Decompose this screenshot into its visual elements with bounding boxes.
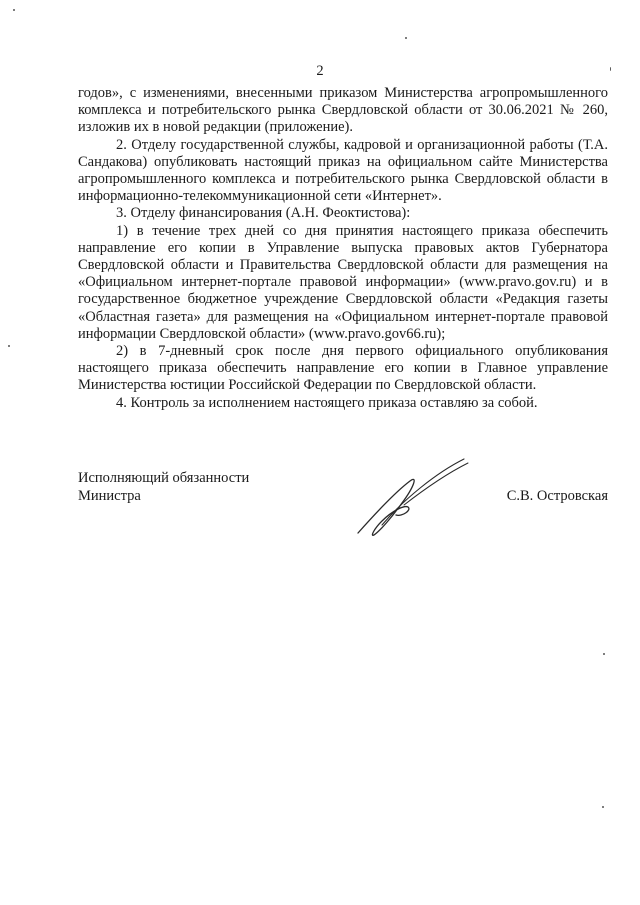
signatory-position-line2: Министра [78, 488, 141, 504]
scan-speck [8, 345, 10, 347]
paragraph-3-item-2: 2) в 7-дневный срок после дня первого официального опубликования настоящего приказа обеспечить направление его копии в Главное управление Министерства юстиции Российской Федерации по Свердловской области. [78, 343, 608, 394]
page-number: 2 [316, 63, 324, 79]
scan-speck [602, 806, 604, 808]
order-body-text [78, 85, 608, 412]
scan-speck [603, 653, 605, 655]
paragraph-4-control: 4. Контроль за исполнением настоящего приказа оставляю за собой. [116, 394, 538, 411]
signatory-position [78, 469, 249, 505]
handwritten-signature [352, 455, 472, 540]
scan-speck [610, 67, 611, 71]
paragraph-3-finance-department: 3. Отделу финансирования (А.Н. Феоктистова): [116, 205, 411, 222]
paragraph-2-hr-department: 2. Отделу государственной службы, кадровой и организационной работы (Т.А. Сандакова) опубликовать настоящий приказ на официальном сайте Министерства агропромышленного комплекса и потребительского рынка Свердловской области в информационно-телекоммуникационной сети «Интернет». [78, 136, 608, 205]
signatory-name: С.В. Островская [506, 488, 608, 504]
scan-speck [13, 9, 15, 11]
scan-speck [405, 37, 407, 39]
paragraph-1-continuation: годов», с изменениями, внесенными приказом Министерства агропромышленного комплекса и потребительского рынка Свердловской области от 30.06.2021 № 260, изложив их в новой редакции (приложение). [78, 85, 608, 136]
signatory-position-line1: Исполняющий обязанности [78, 470, 250, 486]
paragraph-3-item-1: 1) в течение трех дней со дня принятия настоящего приказа обеспечить направление его копии в Управление выпуска правовых актов Губернатора Свердловской области и Правительства Свердловской области для размещения на «Официальном интернет-портале правовой информации» (www.pravo.gov.ru) и в государственное бюджетное учреждение Свердловской области «Редакция газеты «Областная газета» для размещения на «Официальном интернет-портале правовой информации Свердловской области» (www.pravo.gov66.ru); [78, 222, 608, 342]
